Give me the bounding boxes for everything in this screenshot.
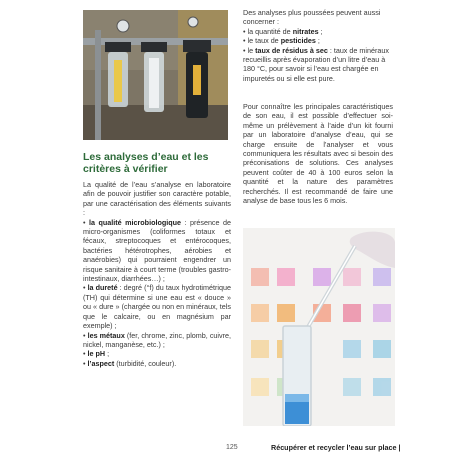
- advanced-item-prefix: le: [247, 45, 256, 55]
- criteria-term: la qualité microbiologique: [89, 217, 182, 227]
- lab-test-illustration: [243, 228, 395, 426]
- water-filters-illustration: [83, 10, 228, 140]
- criteria-description: : degré (°f) du taux hydrotimétrique (TH) qui détermine si une eau est « douce » ou « dure » (chargée ou non en minéraux, tels que le calcaire, ou en magnésium par exemple) ;: [83, 283, 231, 331]
- criteria-item: • le pH ;: [83, 349, 110, 359]
- criteria-intro: La qualité de l’eau s’analyse en laboratoire afin de pouvoir justifier son caractère potable, par une caractérisation des éléments suivants :: [83, 180, 231, 218]
- advanced-item-prefix: le taux de: [247, 36, 281, 46]
- advanced-list: [243, 27, 393, 83]
- criteria-term: les métaux: [87, 330, 125, 340]
- criteria-item: • la dureté : degré (°f) du taux hydrotimétrique (TH) qui détermine si une eau est « douce » ou « dure » (chargée ou non en minéraux, tels que le calcaire, ou en magnésium par exemple) ;: [83, 283, 231, 331]
- advanced-item-suffix: ;: [318, 26, 323, 36]
- advanced-item-prefix: la quantité de: [247, 26, 293, 36]
- criteria-list: [83, 218, 231, 369]
- criteria-term: l’aspect: [87, 358, 115, 368]
- criteria-description: (fer, chrome, zinc, plomb, cuivre, nickel, manganèse, etc.) ;: [83, 330, 232, 349]
- criteria-item: • l’aspect (turbidité, couleur).: [83, 358, 177, 368]
- advanced-item-suffix: : taux de minéraux recueillis après évaporation d’un litre d’eau à 180 °C, pour savoir si l’eau est chargée en impuretés ou si elle est pure.: [243, 45, 389, 83]
- page-number: 125: [226, 444, 238, 451]
- criteria-description: ;: [105, 349, 110, 359]
- advanced-item-suffix: ;: [315, 36, 320, 46]
- criteria-term: le pH: [87, 349, 106, 359]
- advanced-item-term: taux de résidus à sec: [255, 45, 328, 55]
- advanced-item-term: nitrates: [292, 26, 319, 36]
- running-title: Récupérer et recycler l’eau sur place |: [271, 443, 401, 452]
- criteria-description: : présence de micro-organismes (coliformes totaux et fécaux, streptocoques et entérocoques, bactéries hétérotrophes, aérobies et anaérobies) qui pourraient engendrer un risque sanitaire à court terme (troubles gastro-intestinaux, diarrhées…) ;: [83, 217, 231, 284]
- criteria-description: (turbidité, couleur).: [114, 358, 177, 368]
- advanced-item: • le taux de résidus à sec : taux de minéraux recueillis après évaporation d’un litre d’eau à 180 °C, pour savoir si l’eau est chargée en impuretés ou si elle est pure.: [243, 45, 389, 83]
- criteria-item: • les métaux (fer, chrome, zinc, plomb, cuivre, nickel, manganèse, etc.) ;: [83, 330, 232, 349]
- criteria-term: la dureté: [87, 283, 118, 293]
- lab-test-photo: [243, 228, 395, 426]
- advanced-item: • la quantité de nitrates ;: [243, 26, 323, 36]
- water-filters-photo: [83, 10, 228, 140]
- advanced-intro: Des analyses plus poussées peuvent aussi concerner :: [243, 8, 381, 27]
- procedure-text: Pour connaître les principales caractéristiques de son eau, il est possible d’effectuer soi-même un prélèvement à l’aide d’un kit fourni par un laboratoire d’analyse d’eau, qui se charge ensuite de l’analyser et vous communiquera les résultats avec si besoin des préconisations de solutions. Ces analyses peuvent coûter de 40 à 100 euros selon la quantité et la nature des paramètres recherchés. Il est recommandé de faire une analyse de base tous les 6 mois.: [243, 102, 393, 206]
- advanced-analyses: [243, 8, 393, 83]
- section-title: Les analyses d’eau et les critères à vérifier: [83, 151, 209, 175]
- advanced-item: • le taux de pesticides ;: [243, 36, 320, 46]
- criteria-item: • la qualité microbiologique : présence de micro-organismes (coliformes totaux et fécaux, streptocoques et entérocoques, bactéries hétérotrophes, aérobies et anaérobies) qui pourraient engendrer un risque sanitaire à court terme (troubles gastro-intestinaux, diarrhées…) ;: [83, 217, 231, 284]
- left-column-text: [83, 180, 231, 368]
- procedure-paragraph: [243, 102, 393, 205]
- advanced-item-term: pesticides: [280, 36, 316, 46]
